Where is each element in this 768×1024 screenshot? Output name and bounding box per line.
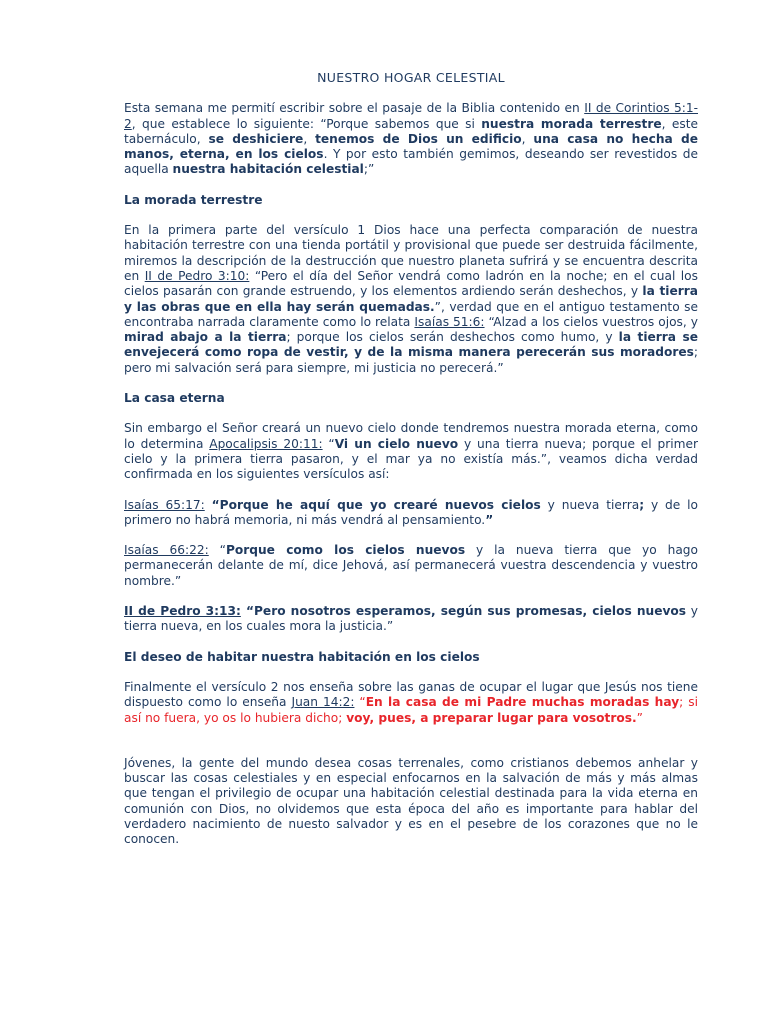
red-bold: En la casa de mi Padre muchas moradas hay (365, 695, 680, 710)
body-text: ; porque los cielos serán deshechos como humo, y (286, 330, 619, 345)
intro-bold: nuestra habitación celestial (172, 162, 364, 177)
section3-paragraph (124, 680, 698, 726)
section2-paragraph-2 (124, 498, 698, 529)
body-text: Finalmente el versículo 2 nos enseña sobre las ganas de ocupar el lugar que Jesús nos tiene dispuesto como lo enseña (124, 679, 698, 710)
body-text: “Pero el día del Señor vendrá como ladrón en la noche; en el cual los cielos pasarán con grande estruendo, y los elementos ardiendo serán deshechos, y (124, 268, 698, 299)
intro-text: . Y por esto también gemimos, deseando ser revestidos de aquella (124, 147, 698, 177)
document-page (124, 70, 698, 863)
body-text: y nueva tierra (540, 497, 640, 512)
body-text (205, 498, 212, 512)
ref-isaias-66-22[interactable]: Isaías 66:22: (124, 543, 209, 558)
red-text: “ (354, 695, 366, 710)
intro-text: Esta semana me permití escribir sobre el pasaje de la Biblia contenido en (124, 101, 585, 116)
ref-ii-pedro-3-13[interactable]: II de Pedro 3:13: (124, 604, 241, 619)
intro-bold: nuestra morada terrestre (481, 116, 662, 131)
red-bold: voy, pues, a preparar lugar para vosotros. (346, 710, 637, 725)
intro-bold: una casa no hecha de manos, eterna, en los cielos (124, 131, 698, 162)
section2-paragraph-3 (124, 543, 698, 589)
red-text: ; si así no fuera, yo os lo hubiera dicho; (124, 695, 698, 725)
closing-paragraph: Jóvenes, la gente del mundo desea cosas terrenales, como cristianos debemos anhelar y buscar las cosas celestiales y en especial enfocarnos en la salvación de más y más almas que tengan el privilegio de ocupar una habitación celestial destinada para la vida eterna en comunión con Dios, no olvidemos que esta época del año es importante para hablar del verdadero nacimiento de nuesto salvador y es en el pesebre de los corazones que no le conocen. (124, 755, 698, 847)
document-title: NUESTRO HOGAR CELESTIAL (317, 70, 505, 85)
intro-bold: tenemos de Dios un edificio (315, 131, 522, 146)
intro-text: , este tabernáculo, (124, 116, 698, 146)
section-heading-casa-eterna: La casa eterna (124, 391, 225, 406)
intro-text: , (521, 131, 534, 146)
body-bold: ; (639, 497, 645, 512)
body-bold: Vi un cielo nuevo (334, 436, 459, 451)
section-heading-morada-terrestre: La morada terrestre (124, 192, 263, 207)
body-text: y una tierra nueva; porque el primer cielo y la primera tierra pasaron, y el mar ya no existía más.”, veamos dicha verdad confirmada en los siguientes versículos así: (124, 436, 698, 482)
ref-juan-14-2[interactable]: Juan 14:2: (291, 695, 355, 710)
body-text: y de lo primero no habrá memoria, ni más vendrá al pensamiento. (124, 497, 698, 527)
body-bold: mirad abajo a la tierra (124, 330, 287, 345)
body-bold: la tierra se envejecerá como ropa de vestir, y de la misma manera perecerán sus moradores (124, 330, 698, 360)
body-text: y la nueva tierra que yo hago permanecerán delante de mí, dice Jehová, así permanecerá vuestra descendencia y vuestro nombre.” (124, 543, 698, 588)
body-text: Sin embargo el Señor creará un nuevo cielo donde tendremos nuestra morada eterna, como lo determina (124, 421, 698, 451)
intro-text: , (303, 131, 316, 146)
body-bold: “Pero nosotros esperamos, según sus promesas, cielos nuevos (240, 604, 687, 619)
section2-paragraph-4 (124, 604, 698, 635)
ref-ii-pedro-3-10[interactable]: II de Pedro 3:10: (144, 268, 250, 283)
section2-paragraph-1 (124, 421, 698, 482)
body-bold: “Porque he aquí que yo crearé nuevos cielos (211, 497, 541, 512)
ref-apocalipsis-20-11[interactable]: Apocalipsis 20:11: (209, 436, 323, 451)
body-text: En la primera parte del versículo 1 Dios hace una perfecta comparación de nuestra habitación terrestre con una tienda portátil y provisional que puede ser destruida fácilmente, miremos la descripción de la destrucción que nuestro planeta sufrirá y se encuentra descrita en (124, 223, 698, 283)
body-text: “ (322, 436, 335, 451)
intro-text: ;” (363, 162, 375, 177)
spacer (124, 741, 698, 756)
section1-paragraph (124, 223, 698, 376)
body-bold: Porque como los cielos nuevos (225, 543, 466, 558)
intro-text: , que establece lo siguiente: “Porque sabemos que si (131, 116, 482, 131)
body-text: y tierra nueva, en los cuales mora la justicia.” (124, 604, 698, 634)
intro-paragraph (124, 101, 698, 177)
ref-isaias-65-17[interactable]: Isaías 65:17: (124, 497, 205, 512)
ref-isaias-51-6[interactable]: Isaías 51:6: (414, 314, 485, 329)
section-heading-deseo-habitar: El deseo de habitar nuestra habitación en los cielos (124, 649, 480, 664)
intro-bold: se deshiciere (208, 131, 304, 146)
red-text: ” (636, 710, 643, 725)
body-bold: la tierra y las obras que en ella hay serán quemadas. (124, 284, 698, 314)
body-text: “Alzad a los cielos vuestros ojos, y (484, 314, 698, 329)
ref-ii-corintios[interactable]: II de Corintios 5:1-2 (124, 101, 698, 131)
body-text: ”, verdad que en el antiguo testamento se encontraba narrada claramente como lo relata (124, 299, 698, 329)
body-text: ; pero mi salvación será para siempre, mi justicia no perecerá.” (124, 345, 698, 375)
body-text: “ (208, 543, 226, 558)
body-bold: ” (485, 512, 494, 527)
